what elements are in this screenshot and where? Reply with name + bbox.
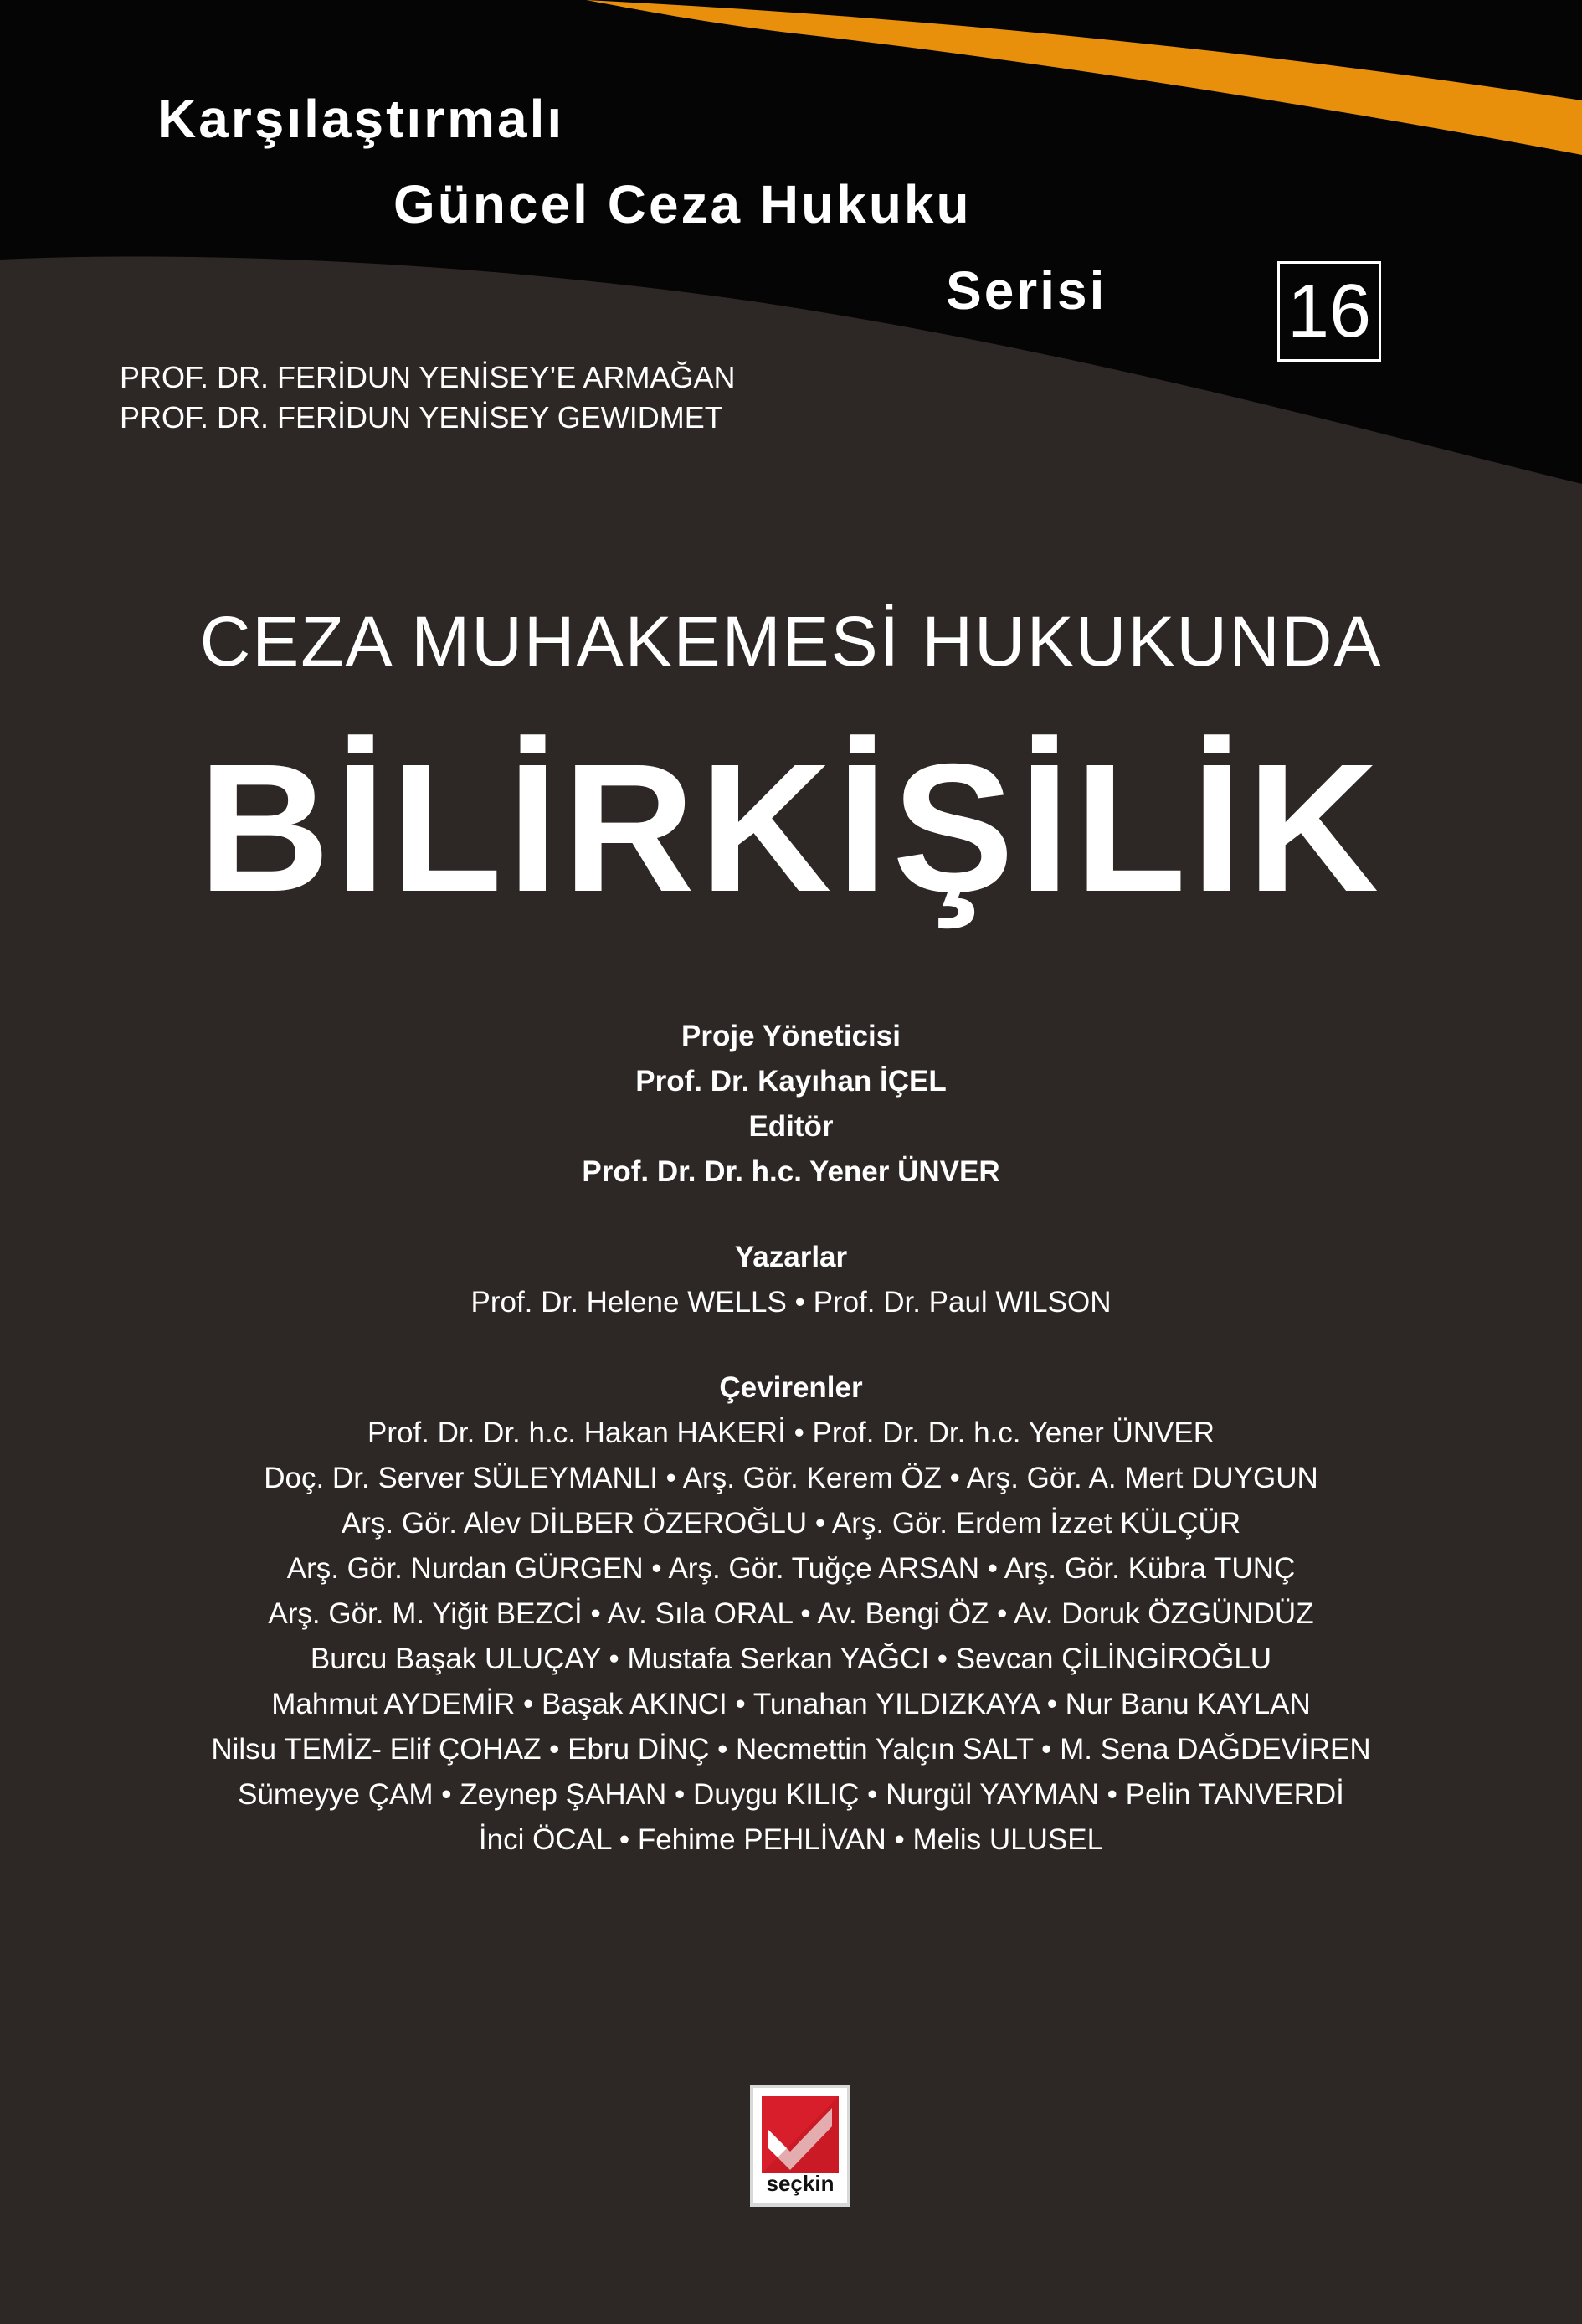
translators-line: Burcu Başak ULUÇAY • Mustafa Serkan YAĞCI • Sevcan ÇİLİNGİROĞLU xyxy=(310,1643,1272,1675)
editor-label: Editör xyxy=(748,1110,834,1143)
project-manager-label: Proje Yöneticisi xyxy=(681,1020,901,1052)
authors-label: Yazarlar xyxy=(734,1241,848,1273)
translators-line: Mahmut AYDEMİR • Başak AKINCI • Tunahan YILDIZKAYA • Nur Banu KAYLAN xyxy=(271,1688,1311,1720)
translators-line: Arş. Gör. M. Yiğit BEZCİ • Av. Sıla ORAL • Av. Bengi ÖZ • Av. Doruk ÖZGÜNDÜZ xyxy=(268,1597,1314,1630)
translators-line: Arş. Gör. Alev DİLBER ÖZEROĞLU • Arş. Gör. Erdem İzzet KÜLÇÜR xyxy=(341,1507,1241,1540)
translators-line: Nilsu TEMİZ- Elif ÇOHAZ • Ebru DİNÇ • Necmettin Yalçın SALT • M. Sena DAĞDEVİREN xyxy=(211,1733,1371,1766)
translators-line: Doç. Dr. Server SÜLEYMANLI • Arş. Gör. Kerem ÖZ • Arş. Gör. A. Mert DUYGUN xyxy=(264,1462,1318,1494)
series-title-line-3: Serisi xyxy=(946,260,1107,321)
publisher-logo xyxy=(750,2085,850,2207)
series-title-line-2: Güncel Ceza Hukuku xyxy=(393,174,972,234)
translators-line: İnci ÖCAL • Fehime PEHLİVAN • Melis ULUSEL xyxy=(478,1823,1104,1856)
translators-line: Sümeyye ÇAM • Zeynep ŞAHAN • Duygu KILIÇ • Nurgül YAYMAN • Pelin TANVERDİ xyxy=(238,1778,1344,1811)
dedication-german: PROF. DR. FERİDUN YENİSEY GEWIDMET xyxy=(120,400,723,434)
publisher-logo-text: seçkin xyxy=(766,2171,835,2196)
translators-line: Prof. Dr. Dr. h.c. Hakan HAKERİ • Prof. Dr. Dr. h.c. Yener ÜNVER xyxy=(367,1417,1215,1449)
publisher-logo-mark xyxy=(762,2096,839,2173)
translators-line: Arş. Gör. Nurdan GÜRGEN • Arş. Gör. Tuğçe ARSAN • Arş. Gör. Kübra TUNÇ xyxy=(286,1552,1296,1585)
credits-block xyxy=(0,1014,1582,1863)
series-title-line-1: Karşılaştırmalı xyxy=(157,89,565,149)
translators-label: Çevirenler xyxy=(719,1371,863,1404)
book-title: BİLİRKİŞİLİK xyxy=(198,727,1384,930)
dedication-turkish: PROF. DR. FERİDUN YENİSEY’E ARMAĞAN xyxy=(120,360,736,394)
authors-names: Prof. Dr. Helene WELLS • Prof. Dr. Paul WILSON xyxy=(470,1286,1112,1319)
editor-name: Prof. Dr. Dr. h.c. Yener ÜNVER xyxy=(582,1155,1000,1188)
volume-number-badge: 16 xyxy=(1277,261,1381,362)
book-subtitle: CEZA MUHAKEMESİ HUKUKUNDA xyxy=(199,602,1383,681)
project-manager-name: Prof. Dr. Kayıhan İÇEL xyxy=(635,1065,947,1098)
